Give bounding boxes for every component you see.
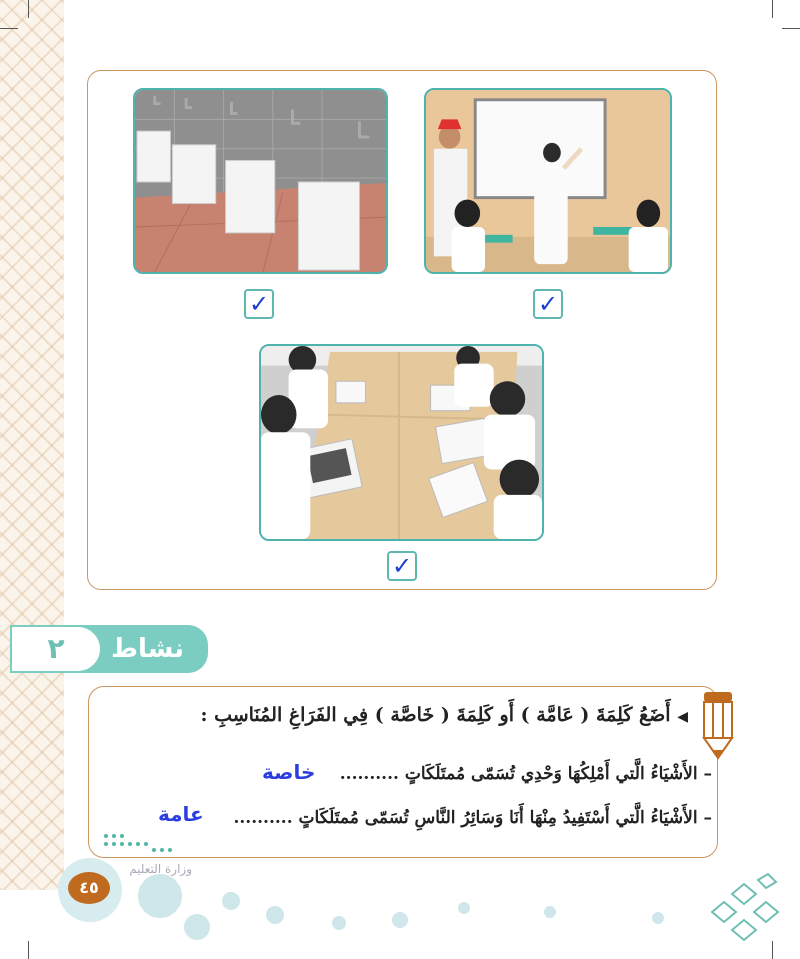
decorative-rosette <box>544 906 556 918</box>
page-number: ٤٥ <box>68 872 110 904</box>
instruction-text: أَضَعُ كَلِمَةَ ( عَامَّة ) أَو كَلِمَةَ ( خَاصَّة ) فِي الفَرَاغِ المُنَاسِبِ : <box>200 704 671 726</box>
answer-field-1[interactable]: خاصة <box>262 760 316 784</box>
question-instruction <box>200 704 688 726</box>
ministry-logo-icon <box>100 830 180 856</box>
crop-mark <box>772 0 773 18</box>
bullet-icon: ◀ <box>677 709 688 725</box>
pencil-icon <box>700 690 736 760</box>
checkbox-washroom[interactable]: ✓ <box>244 289 274 319</box>
photo-students-reading <box>259 344 544 541</box>
checkbox-classroom-board[interactable]: ✓ <box>533 289 563 319</box>
ministry-name: وزارة التعليم <box>129 862 192 876</box>
question-line-1: – الأَشْيَاءُ الَّتي أَمْلِكُهَا وَحْدِي تُسَمّى مُمتَلَكَاتٍ .......... <box>339 764 712 784</box>
answer-field-2[interactable]: عامة <box>158 802 204 826</box>
decorative-rosette <box>458 902 470 914</box>
decorative-geometric-pattern <box>702 872 782 948</box>
question-line-2: – الأَشْيَاءُ الَّتي أَسْتَفِيدُ مِنْهَا أَنَا وَسَائِرُ النَّاسِ تُسَمّى مُمتَلَكَاتٍ .......... <box>233 808 712 828</box>
checkbox-students-reading[interactable]: ✓ <box>387 551 417 581</box>
activity-label: نشاط <box>111 634 184 664</box>
decorative-rosette <box>266 906 284 924</box>
crop-mark <box>28 0 29 18</box>
crop-mark <box>782 28 800 29</box>
activity-header <box>10 625 208 673</box>
photo-washroom <box>133 88 388 274</box>
decorative-rosette <box>222 892 240 910</box>
decorative-rosette <box>392 912 408 928</box>
decorative-rosette <box>184 914 210 940</box>
decorative-rosette <box>652 912 664 924</box>
decorative-border <box>0 0 64 890</box>
crop-mark <box>28 941 29 959</box>
crop-mark <box>0 28 18 29</box>
photo-classroom-board <box>424 88 672 274</box>
decorative-rosette <box>332 916 346 930</box>
activity-number: ٢ <box>10 625 102 673</box>
decorative-rosette <box>138 874 182 918</box>
